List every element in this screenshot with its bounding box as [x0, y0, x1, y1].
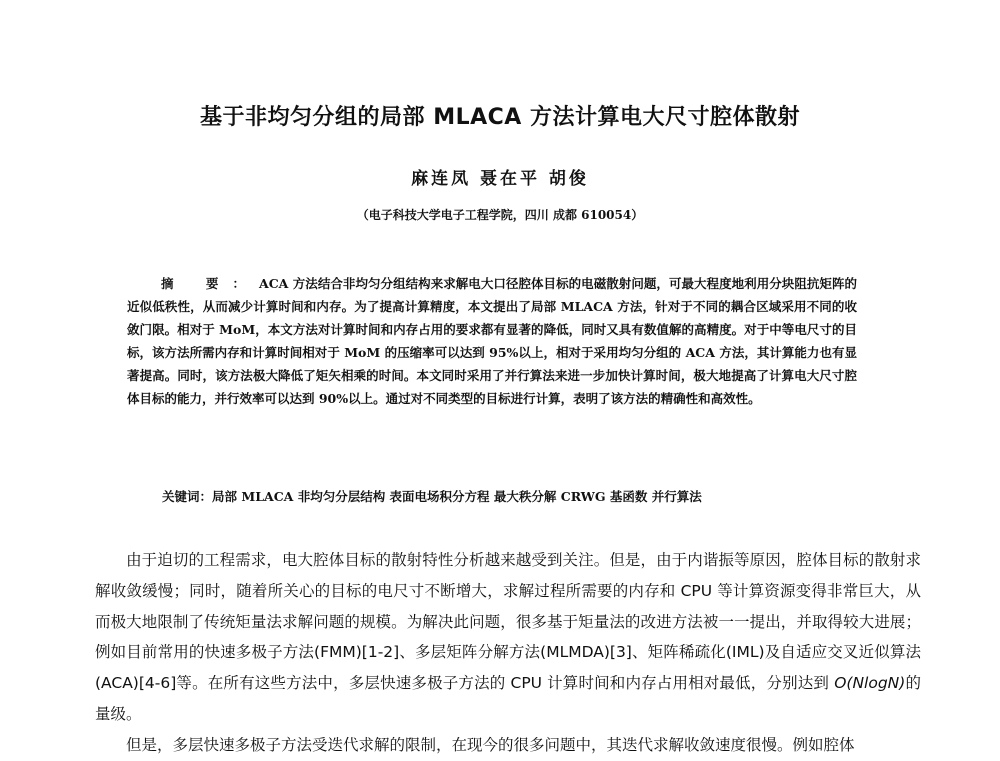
abstract: [127, 272, 857, 411]
abstract-label: 摘 要：: [161, 276, 260, 291]
paper-title: 基于非均匀分组的局部 MLACA 方法计算电大尺寸腔体散射: [200, 105, 800, 130]
body-paragraph-1-end: 的量级。: [95, 674, 921, 723]
keywords-text: 局部 MLACA 非均匀分层结构 表面电场积分方程 最大秩分解 CRWG 基函数 并行算法: [212, 489, 702, 504]
paper-authors: 麻连凤 聂在平 胡俊: [411, 169, 589, 189]
body-paragraph-2: [95, 730, 921, 761]
abstract-text: ACA 方法结合非均匀分组结构来求解电大口径腔体目标的电磁散射问题，可最大程度地利用分块阻抗矩阵的近似低秩性，从而减少计算时间和内存。为了提高计算精度，本文提出了局部 MLACA 方法，针对于不同的耦合区域采用不同的收敛门限。相对于 MoM，本文方法对计算时间和内存占用的要求都有显著的降低，同时又具有数值解的高精度。对于中等电尺寸的目标，该方法所需内存和计算时间相对于 MoM 的压缩率可以达到 95%以上，相对于采用均匀分组的 ACA 方法，其计算能力也有显著提高。同时，该方法极大降低了矩矢相乘的时间。本文同时采用了并行算法来进一步加快计算时间，极大地提高了计算电大尺寸腔体目标的能力，并行效率可以达到 90%以上。通过对不同类型的目标进行计算，表明了该方法的精确性和高效性。: [127, 276, 857, 407]
paper-affiliation: （电子科技大学电子工程学院，四川 成都 610054）: [356, 208, 644, 222]
keywords-label: 关键词：: [162, 489, 213, 504]
keywords: [162, 487, 862, 505]
body-paragraph-1: [95, 545, 921, 730]
body-paragraph-1-text: 由于迫切的工程需求，电大腔体目标的散射特性分析越来越受到关注。但是，由于内谐振等原因，腔体目标的散射求解收敛缓慢；同时，随着所关心的目标的电尺寸不断增大，求解过程所需要的内存和 CPU 等计算资源变得非常巨大，从而极大地限制了传统矩量法求解问题的规模。为解决此问题，很多基于矩量法的改进方法被一一提出，并取得较大进展；例如目前常用的快速多极子方法(FMM)[1-2]、多层矩阵分解方法(MLMDA)[3]、矩阵稀疏化(IML)及自适应交叉近似算法(ACA)[4-6]等。在所有这些方法中，多层快速多极子方法的 CPU 计算时间和内存占用相对最低，分别达到: [95, 551, 921, 693]
complexity-formula: O(NlogN): [834, 674, 906, 693]
body-paragraph-2-text: 但是，多层快速多极子方法受迭代求解的限制，在现今的很多问题中，其迭代求解收敛速度很慢。例如腔体: [126, 736, 855, 754]
